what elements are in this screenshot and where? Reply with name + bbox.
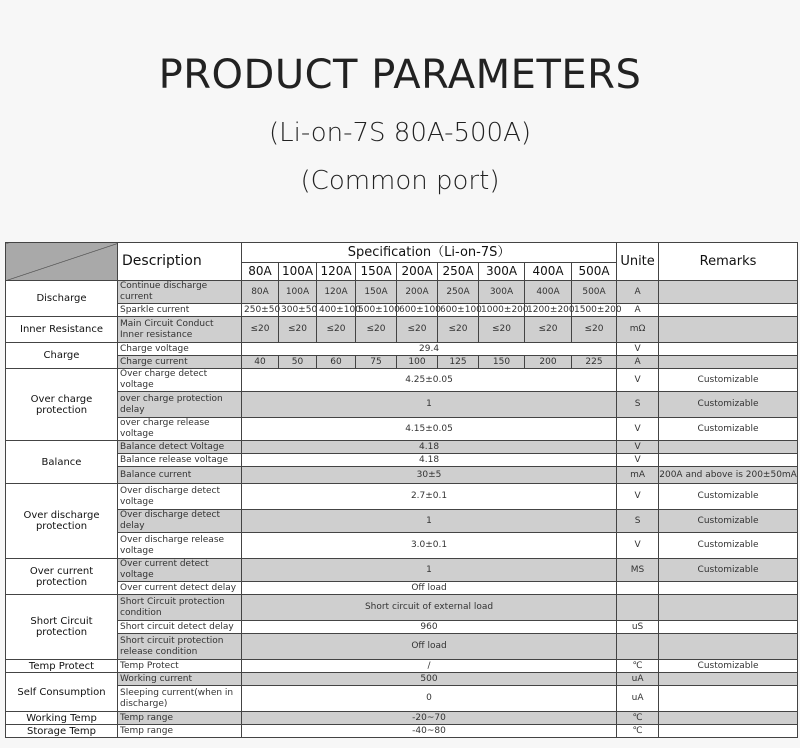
row-desc: Over current detect voltage [118,559,242,582]
row-desc: Over current detect delay [118,582,242,595]
unit-cell: ℃ [617,725,659,738]
value-cell: 1 [242,510,617,533]
row-desc: Main Circuit Conduct Inner resistance [118,317,242,343]
value-cell: 200A [397,281,438,304]
unit-cell: uS [617,621,659,634]
category-balance: Balance [6,441,118,484]
row-desc: Temp Protect [118,660,242,673]
header-remarks: Remarks [659,243,798,281]
remark-cell [659,712,798,725]
row-desc: Sparkle current [118,304,242,317]
unit-cell [617,634,659,660]
value-cell: 100 [397,356,438,369]
row-desc: Working current [118,673,242,686]
row-desc: Continue discharge current [118,281,242,304]
value-cell: -40~80 [242,725,617,738]
value-cell: 500A [572,281,617,304]
value-cell: ≤20 [356,317,397,343]
row-desc: Over discharge release voltage [118,533,242,559]
value-cell: ≤20 [438,317,479,343]
value-cell: 4.18 [242,454,617,467]
value-cell: ≤20 [525,317,572,343]
value-cell: 125 [438,356,479,369]
value-cell: 250±50 [242,304,279,317]
category-charge: Charge [6,343,118,369]
header-capacity: 300A [479,263,525,281]
unit-cell: A [617,356,659,369]
value-cell: 100A [279,281,317,304]
unit-cell: A [617,304,659,317]
row-desc: Short circuit protection release condition [118,634,242,660]
header-unite: Unite [617,243,659,281]
category-storage-temp: Storage Temp [6,725,118,738]
value-cell: 300±50 [279,304,317,317]
value-cell: 1 [242,392,617,418]
value-cell: ≤20 [572,317,617,343]
unit-cell: V [617,533,659,559]
remark-cell [659,454,798,467]
row-desc: Over discharge detect delay [118,510,242,533]
unit-cell: S [617,392,659,418]
remark-cell: Customizable [659,484,798,510]
category-short-circuit: Short Circuit protection [6,595,118,660]
value-cell: 1000±200 [479,304,525,317]
value-cell: 150A [356,281,397,304]
value-cell: 1500±200 [572,304,617,317]
remark-cell: Customizable [659,510,798,533]
row-desc: Charge current [118,356,242,369]
value-cell: 1 [242,559,617,582]
unit-cell [617,595,659,621]
header-capacity: 200A [397,263,438,281]
row-desc: Over charge detect voltage [118,369,242,392]
value-cell: 75 [356,356,397,369]
value-cell: 225 [572,356,617,369]
row-desc: Balance release voltage [118,454,242,467]
row-desc: Over discharge detect voltage [118,484,242,510]
remark-cell: 200A and above is 200±50mA [659,467,798,484]
unit-cell: V [617,454,659,467]
value-cell: 960 [242,621,617,634]
row-desc: Temp range [118,712,242,725]
category-over-charge: Over charge protection [6,369,118,441]
remark-cell [659,582,798,595]
value-cell: 600±100 [397,304,438,317]
value-cell: 500±100 [356,304,397,317]
unit-cell [617,582,659,595]
row-desc: Charge voltage [118,343,242,356]
value-cell: 150 [479,356,525,369]
row-desc: Balance detect Voltage [118,441,242,454]
value-cell: 120A [317,281,356,304]
header-capacity: 120A [317,263,356,281]
page-title: PRODUCT PARAMETERS [158,52,642,98]
unit-cell: uA [617,673,659,686]
value-cell: 3.0±0.1 [242,533,617,559]
remark-cell [659,343,798,356]
value-cell: ≤20 [242,317,279,343]
value-cell: 400A [525,281,572,304]
value-cell: 400±100 [317,304,356,317]
value-cell: Off load [242,634,617,660]
value-cell: ≤20 [279,317,317,343]
value-cell: 4.18 [242,441,617,454]
header-capacity: 500A [572,263,617,281]
value-cell: -20~70 [242,712,617,725]
value-cell: Off load [242,582,617,595]
remark-cell: Customizable [659,660,798,673]
row-desc: Short circuit detect delay [118,621,242,634]
remark-cell [659,304,798,317]
unit-cell: ℃ [617,712,659,725]
remark-cell [659,317,798,343]
remark-cell [659,673,798,686]
category-over-current: Over current protection [6,559,118,595]
category-self-consumption: Self Consumption [6,673,118,712]
remark-cell [659,634,798,660]
remark-cell: Customizable [659,369,798,392]
header-capacity: 400A [525,263,572,281]
value-cell: 29.4 [242,343,617,356]
row-desc: Short Circuit protection condition [118,595,242,621]
value-cell: 250A [438,281,479,304]
unit-cell: uA [617,686,659,712]
remark-cell [659,441,798,454]
value-cell: 60 [317,356,356,369]
value-cell: 200 [525,356,572,369]
value-cell: 50 [279,356,317,369]
unit-cell: V [617,441,659,454]
header-capacity: 250A [438,263,479,281]
value-cell: ≤20 [397,317,438,343]
value-cell: 2.7±0.1 [242,484,617,510]
remark-cell: Customizable [659,392,798,418]
remark-cell [659,686,798,712]
value-cell: 1200±200 [525,304,572,317]
value-cell: 300A [479,281,525,304]
category-over-discharge: Over discharge protection [6,484,118,559]
category-temp-protect: Temp Protect [6,660,118,673]
unit-cell: ℃ [617,660,659,673]
value-cell: 600±100 [438,304,479,317]
value-cell: ≤20 [479,317,525,343]
row-desc: Sleeping current(when in discharge) [118,686,242,712]
header-capacity: 80A [242,263,279,281]
value-cell: 4.25±0.05 [242,369,617,392]
unit-cell: V [617,418,659,441]
remark-cell [659,595,798,621]
row-desc: Temp range [118,725,242,738]
port-subtitle: (Common port) [300,166,500,196]
remark-cell: Customizable [659,418,798,441]
row-desc: over charge protection delay [118,392,242,418]
unit-cell: mA [617,467,659,484]
row-desc: Balance current [118,467,242,484]
value-cell: ≤20 [317,317,356,343]
row-desc: over charge release voltage [118,418,242,441]
value-cell: 500 [242,673,617,686]
unit-cell: S [617,510,659,533]
unit-cell: V [617,343,659,356]
value-cell: 80A [242,281,279,304]
remark-cell [659,356,798,369]
category-working-temp: Working Temp [6,712,118,725]
remark-cell [659,281,798,304]
value-cell: 40 [242,356,279,369]
header-capacity: 100A [279,263,317,281]
unit-cell: V [617,484,659,510]
unit-cell: mΩ [617,317,659,343]
parameters-table [5,242,798,738]
value-cell: / [242,660,617,673]
remark-cell [659,621,798,634]
value-cell: 4.15±0.05 [242,418,617,441]
category-discharge: Discharge [6,281,118,317]
unit-cell: V [617,369,659,392]
value-cell: 0 [242,686,617,712]
remark-cell: Customizable [659,533,798,559]
category-inner-resistance: Inner Resistance [6,317,118,343]
value-cell: 30±5 [242,467,617,484]
header-capacity: 150A [356,263,397,281]
header-description: Description [118,243,242,281]
remark-cell: Customizable [659,559,798,582]
value-cell: Short circuit of external load [242,595,617,621]
header-specification: Specification（Li-on-7S） [242,243,617,263]
unit-cell: MS [617,559,659,582]
header-corner-cell [6,243,118,281]
model-subtitle: (Li-on-7S 80A-500A) [268,118,532,148]
remark-cell [659,725,798,738]
unit-cell: A [617,281,659,304]
